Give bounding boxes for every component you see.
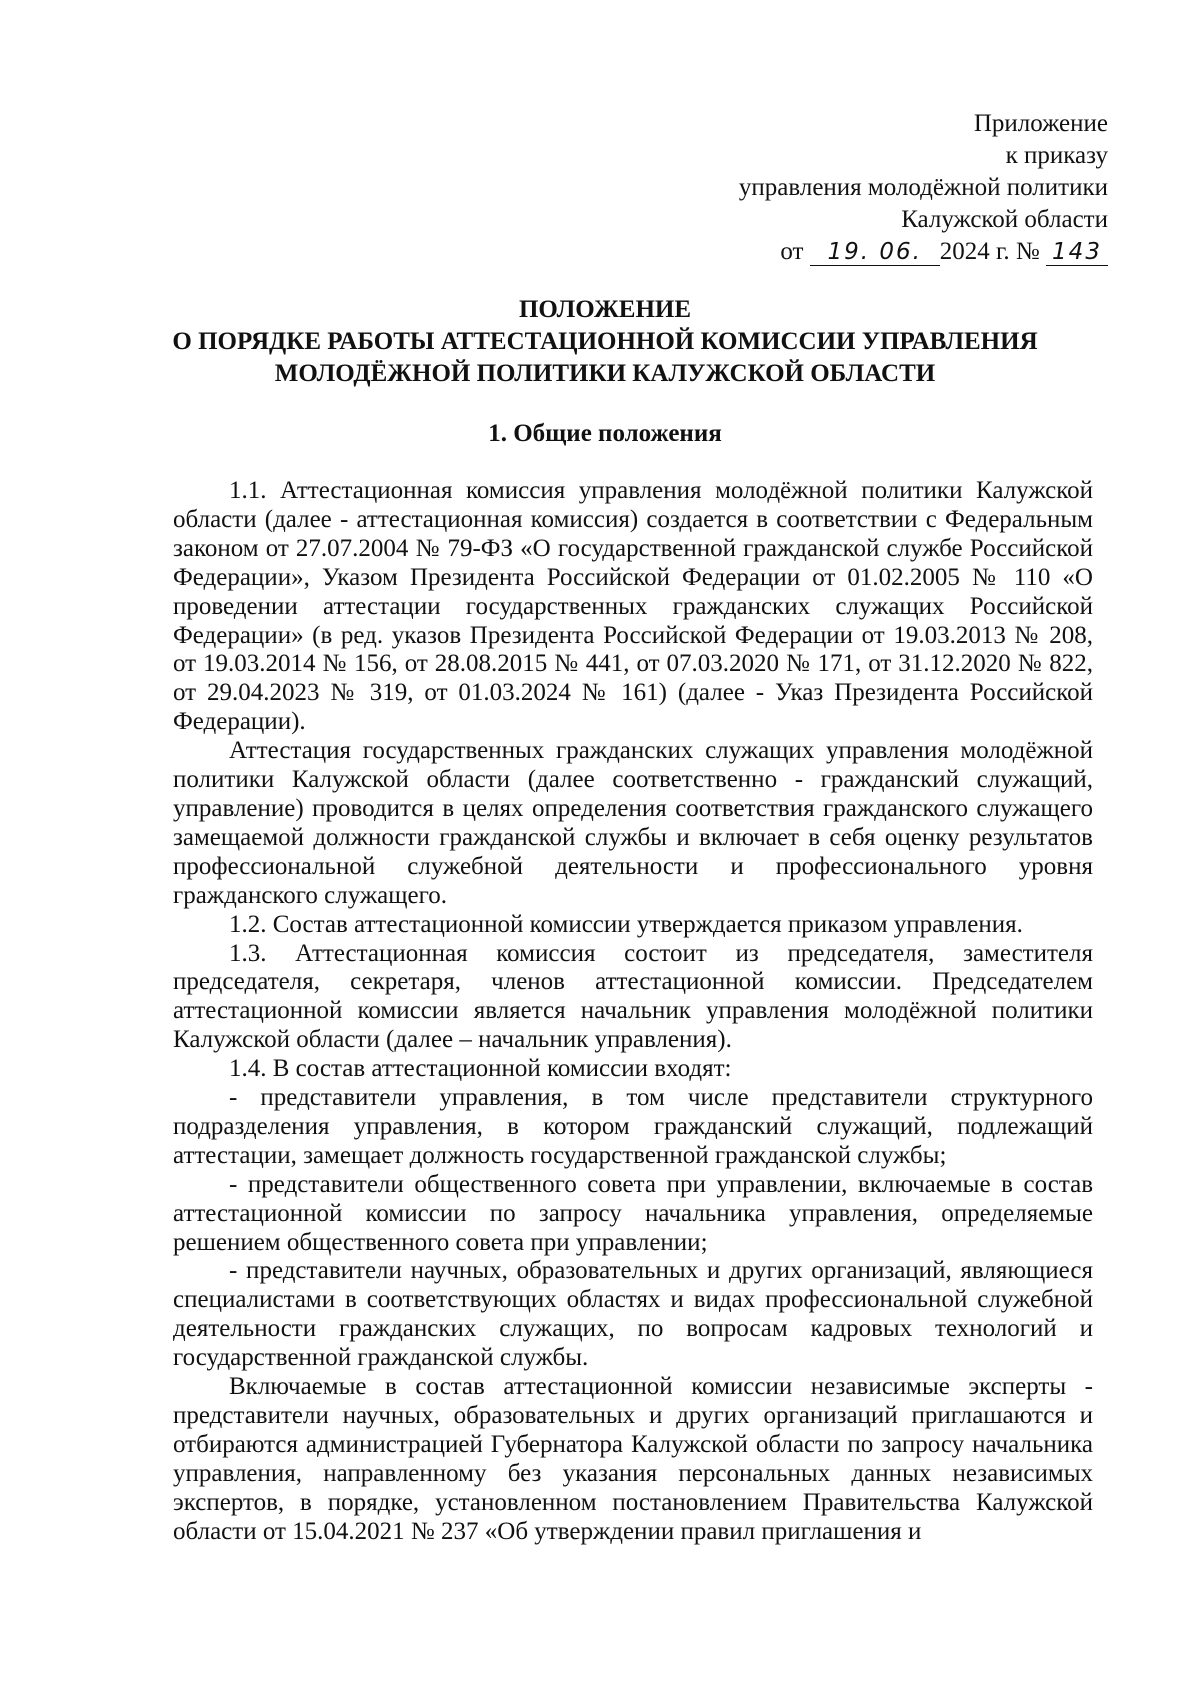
document-title — [120, 294, 1090, 390]
date-prefix: от — [780, 238, 804, 265]
handwritten-date: 19. 06. — [810, 239, 940, 266]
paragraph-1-1: 1.1. Аттестационная комиссия управления молодёжной политики Калужской области (далее - аттестационная комиссия) создается в соответствии с Федеральным законом от 27.07.2004 № 79-ФЗ «О государственной гражданской службе Российской Федерации», Указом Президента Российской Федерации от 01.02.2005 № 110 «О проведении аттестации государственных гражданских служащих Российской Федерации» (в ред. указов Президента Российской Федерации от 19.03.2013 № 208, от 19.03.2014 № 156, от 28.08.2015 № 441, от 07.03.2020 № 171, от 31.12.2020 № 822, от 29.04.2023 № 319, от 01.03.2024 № 161) (далее - Указ Президента Российской Федерации). — [173, 477, 1093, 736]
appendix-block — [739, 108, 1108, 268]
paragraph-attestation: Аттестация государственных гражданских служащих управления молодёжной политики Калужской области (далее соответственно - гражданский служащий, управление) проводится в целях определения соответствия гражданского служащего замещаемой должности гражданской службы и включает в себя оценку результатов профессиональной служебной деятельности и профессионального уровня гражданского служащего. — [173, 737, 1093, 909]
title-line-1: ПОЛОЖЕНИЕ — [518, 296, 692, 323]
appendix-region: Калужской области — [901, 206, 1108, 233]
paragraph-independent-experts: Включаемые в состав аттестационной комиссии независимые эксперты - представители научных, образовательных и других организаций приглашаются и отбираются администрацией Губернатора Калужской области по запросу начальника управления, направленному без указания персональных данных независимых экспертов, в порядке, установленном постановлением Правительства Калужской области от 15.04.2021 № 237 «Об утверждении правил приглашения и — [173, 1373, 1093, 1545]
section-heading: 1. Общие положения — [488, 420, 722, 447]
handwritten-order-number: 143 — [1046, 239, 1108, 266]
title-line-3: МОЛОДЁЖНОЙ ПОЛИТИКИ КАЛУЖСКОЙ ОБЛАСТИ — [274, 360, 936, 387]
section-body — [173, 477, 1093, 1547]
appendix-order-ref: к приказу — [1005, 142, 1108, 169]
list-item-representatives-public-council: - представители общественного совета при управлении, включаемые в состав аттестационной комиссии по запросу начальника управления, определяемые решением общественного совета при управлении; — [173, 1170, 1093, 1256]
list-item-representatives-department: - представители управления, в том числе представители структурного подразделения управления, в котором гражданский служащий, подлежащий аттестации, замещает должность государственной гражданской службы; — [173, 1084, 1093, 1169]
paragraph-1-3: 1.3. Аттестационная комиссия состоит из председателя, заместителя председателя, секретаря, членов аттестационной комиссии. Председателем аттестационной комиссии является начальник управления молодёжной политики Калужской области (далее – начальник управления). — [173, 939, 1093, 1054]
list-item-representatives-organizations: - представители научных, образовательных и других организаций, являющиеся специалистами в соответствующих областях и видах профессиональной служебной деятельности гражданских служащих, по вопросам кадровых технологий и государственной гражданской службы. — [173, 1257, 1093, 1372]
paragraph-1-2: 1.2. Состав аттестационной комиссии утверждается приказом управления. — [229, 910, 1023, 938]
appendix-date-line — [739, 236, 1108, 268]
title-line-2: О ПОРЯДКЕ РАБОТЫ АТТЕСТАЦИОННОЙ КОМИССИИ УПРАВЛЕНИЯ — [172, 328, 1038, 355]
appendix-department: управления молодёжной политики — [738, 174, 1108, 201]
appendix-label: Приложение — [973, 110, 1108, 137]
year-number-label: 2024 г. № — [939, 238, 1040, 265]
paragraph-1-4: 1.4. В состав аттестационной комиссии входят: — [229, 1055, 732, 1083]
